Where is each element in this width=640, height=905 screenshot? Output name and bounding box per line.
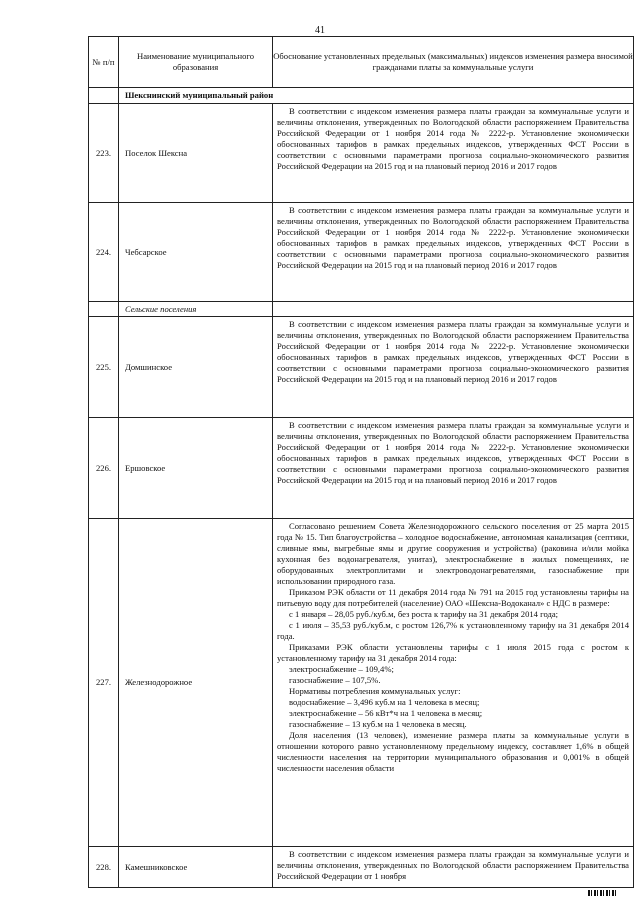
- basis-paragraph: с 1 июля – 35,53 руб./куб.м, с ростом 126,7% к установленному тарифу на 31 декабря 2014 года.: [277, 620, 629, 641]
- basis-paragraph: водоснабжение – 3,496 куб.м на 1 человека в месяц;: [289, 697, 480, 707]
- row-municipality: Поселок Шексна: [119, 104, 273, 203]
- header-num: № п/п: [89, 37, 119, 88]
- basis-paragraph: Согласовано решением Совета Железнодорожного сельского поселения от 25 марта 2015 года № 15. Тип благоустройства – холодное водоснабжение, автономная канализация (септики, сливные ямы, выгребные ямы и другие сооружения и устройства) (раковина и/или мойка кухонная без водонагревателя, унитаз), электроснабжение в жилых помещениях, не оборудованных электроплитами и электроводонагревателями, газоснабжение при использовании природного газа.: [277, 521, 629, 586]
- page-number: 41: [315, 25, 325, 36]
- basis-text: В соответствии с индексом изменения размера платы граждан за коммунальные услуги и величины отклонения, утвержденных по Вологодской области распоряжением Правительства Российской Федерации от 1 ноября 2014 года № 2222-р. Установление экономически обоснованных тарифов в рамках предельных индексов, утвержденных ФСТ России в соответствии с основными параметрами прогноза социально-экономического развития Российской Федерации на 2015 год и на плановый период 2016 и 2017 годов: [277, 420, 629, 485]
- row-number: 224.: [89, 203, 119, 302]
- row-number: 228.: [89, 847, 119, 888]
- row-number: 225.: [89, 317, 119, 418]
- basis-paragraph: электроснабжение – 109,4%;: [289, 664, 394, 674]
- basis-paragraph: электроснабжение – 56 кВт*ч на 1 человека в месяц;: [289, 708, 483, 718]
- table-row: [89, 519, 634, 847]
- header-basis: Обоснование установленных предельных (максимальных) индексов изменения размера вносимой гражданами платы за коммунальные услуги: [273, 37, 634, 88]
- basis-paragraph: Доля населения (13 человек), изменение размера платы за коммунальные услуги в отношении которого равно установленному предельному индексу, составляет 1,6% в общей численности населения на территории муниципального образования и 0,001% в общей численности населения области: [277, 730, 629, 773]
- row-basis: [273, 418, 634, 519]
- row-municipality: Железнодорожное: [119, 519, 273, 847]
- table-row: [89, 418, 634, 519]
- row-municipality: Домшинское: [119, 317, 273, 418]
- row-number: 226.: [89, 418, 119, 519]
- tariff-table: [88, 36, 634, 888]
- table-row: [89, 104, 634, 203]
- basis-paragraph: Приказом РЭК области от 11 декабря 2014 года № 791 на 2015 год установлены тарифы на питьевую воду для потребителей (население) ОАО «Шексна-Водоканал» с НДС в размере:: [277, 587, 629, 608]
- district-row: [89, 88, 634, 104]
- subsection-title: Сельские поселения: [119, 302, 273, 317]
- basis-text: В соответствии с индексом изменения размера платы граждан за коммунальные услуги и величины отклонения, утвержденных по Вологодской области распоряжением Правительства Российской Федерации от 1 ноября 2014 года № 2222-р. Установление экономически обоснованных тарифов в рамках предельных индексов, утвержденных ФСТ России в соответствии с основными параметрами прогноза социально-экономического развития Российской Федерации на 2015 год и на плановый период 2016 и 2017 годов: [277, 205, 629, 270]
- subsection-row: [89, 302, 634, 317]
- basis-paragraph: Нормативы потребления коммунальных услуг:: [289, 686, 461, 696]
- basis-paragraph: с 1 января – 28,05 руб./куб.м, без роста к тарифу на 31 декабря 2014 года;: [289, 609, 559, 619]
- row-basis: [273, 104, 634, 203]
- row-basis: [273, 203, 634, 302]
- table-row: [89, 203, 634, 302]
- row-municipality: Ершовское: [119, 418, 273, 519]
- row-municipality: Чебсарское: [119, 203, 273, 302]
- basis-text: В соответствии с индексом изменения размера платы граждан за коммунальные услуги и величины отклонения, утвержденных по Вологодской области распоряжением Правительства Российской Федерации от 1 ноября: [277, 849, 629, 881]
- barcode-mark: [588, 890, 618, 896]
- row-number: 223.: [89, 104, 119, 203]
- basis-text: В соответствии с индексом изменения размера платы граждан за коммунальные услуги и величины отклонения, утвержденных по Вологодской области распоряжением Правительства Российской Федерации от 1 ноября 2014 года № 2222-р. Установление экономически обоснованных тарифов в рамках предельных индексов, утвержденных ФСТ России в соответствии с основными параметрами прогноза социально-экономического развития Российской Федерации на 2015 год и на плановый период 2016 и 2017 годов: [277, 319, 629, 384]
- table-row: [89, 847, 634, 888]
- basis-paragraph: Приказами РЭК области установлены тарифы с 1 июля 2015 года с ростом к установленному тарифу на 31 декабря 2014 года:: [277, 642, 629, 663]
- header-name: Наименование муниципального образования: [119, 37, 273, 88]
- row-basis: [273, 847, 634, 888]
- row-basis: [273, 317, 634, 418]
- basis-paragraph: газоснабжение – 13 куб.м на 1 человека в месяц.: [289, 719, 467, 729]
- basis-text: В соответствии с индексом изменения размера платы граждан за коммунальные услуги и величины отклонения, утвержденных по Вологодской области распоряжением Правительства Российской Федерации от 1 ноября 2014 года № 2222-р. Установление экономически обоснованных тарифов в рамках предельных индексов, утвержденных ФСТ России в соответствии с основными параметрами прогноза социально-экономического развития Российской Федерации на 2015 год и на плановый период 2016 и 2017 годов: [277, 106, 629, 171]
- district-title: Шекснинский муниципальный район: [119, 88, 634, 104]
- basis-paragraph: газоснабжение – 107,5%.: [289, 675, 381, 685]
- row-municipality: Камешниковское: [119, 847, 273, 888]
- table-header-row: [89, 37, 634, 88]
- row-basis: [273, 519, 634, 847]
- row-number: 227.: [89, 519, 119, 847]
- table-row: [89, 317, 634, 418]
